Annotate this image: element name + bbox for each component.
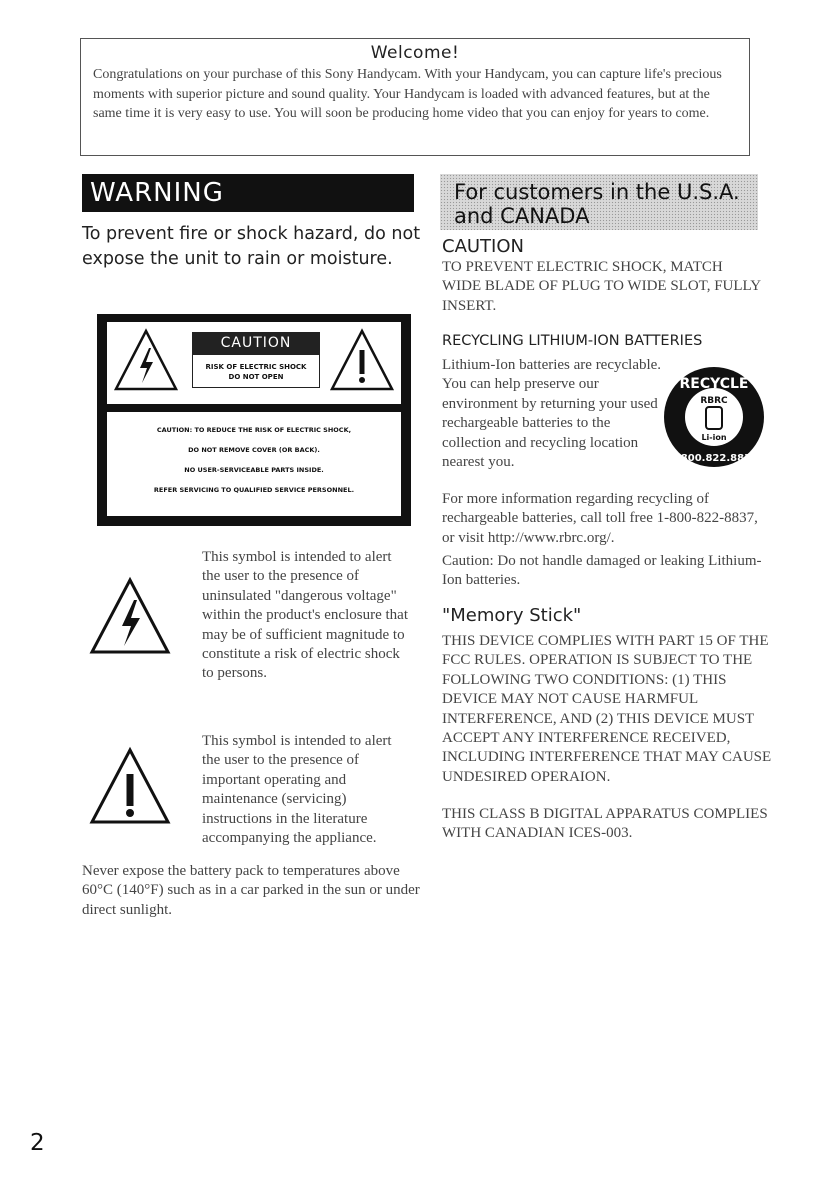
caution-box-line1: RISK OF ELECTRIC SHOCK [205,363,307,371]
exclamation-symbol-icon [88,746,172,826]
caution-text: TO PREVENT ELECTRIC SHOCK, MATCH WIDE BLADE OF PLUG TO WIDE SLOT, FULLY INSERT. [442,259,761,314]
caution-label-line1: CAUTION: TO REDUCE THE RISK OF ELECTRIC SHOCK, [156,426,352,434]
fcc-compliance-text: THIS DEVICE COMPLIES WITH PART 15 OF THE FCC RULES. OPERATION IS SUBJECT TO THE FOLLOWING TWO CONDITIONS: (1) THIS DEVICE MAY NOT CAUSE HARMFUL INTERFERENCE, AND (2) THIS DEVICE MUST ACCEPT ANY INTERFERENCE RECEIVED, INCLUDING INTERFERENCE THAT MAY CAUSE UNDESIRED OPERAION. [442,633,772,785]
welcome-box [80,38,750,156]
caution-box-line2: DO NOT OPEN [228,373,284,381]
battery-temperature-warning: Never expose the battery pack to temperatures above 60°C (140°F) such as in a car parked in the sun or under direct sunlight. [82,863,420,918]
ices-compliance-text: THIS CLASS B DIGITAL APPARATUS COMPLIES WITH CANADIAN ICES-003. [442,806,768,842]
voltage-symbol-description: This symbol is intended to alert the user to the presence of uninsulated "dangerous voltage" within the product's enclosure that may be of sufficient magnitude to constitute a risk of electric shock to persons. [202,549,408,682]
recycling-heading: RECYCLING LITHIUM-ION BATTERIES [442,333,703,349]
fire-warning-headline: To prevent fire or shock hazard, do not expose the unit to rain or moisture. [82,224,421,269]
seal-recycle-text: RECYCLE [679,376,749,392]
caution-label-title: CAUTION [192,332,320,354]
lightning-warning-icon [113,328,179,392]
seal-phone-text: 1.800.822.8837 [670,453,758,464]
page-number: 2 [30,1130,45,1156]
important-symbol-description: This symbol is intended to alert the user to the presence of important operating and maintenance (servicing) instructions in the literature accompanying the appliance. [202,733,392,847]
recycling-text: Lithium-Ion batteries are recyclable. You can help preserve our environment by returning your used rechargeable batteries to the collection and recycling location nearest you. [442,357,662,471]
caution-label-line2: DO NOT REMOVE COVER (OR BACK). [188,446,320,454]
caution-label-line3: NO USER-SERVICEABLE PARTS INSIDE. [184,466,324,474]
seal-liion-text: Li-ion [701,433,727,442]
memory-stick-heading: "Memory Stick" [442,605,582,626]
caution-label-graphic [97,314,411,526]
rbrc-recycle-seal-icon [662,365,766,469]
recycling-handling-caution: Caution: Do not handle damaged or leaking Lithium-Ion batteries. [442,553,762,589]
caution-label-line4: REFER SERVICING TO QUALIFIED SERVICE PERSONNEL. [153,486,355,494]
seal-rbrc-text: RBRC [700,396,728,406]
caution-heading: CAUTION [442,236,524,257]
customers-banner: For customers in the U.S.A. and CANADA [440,174,758,230]
welcome-title: Welcome! [370,43,460,63]
warning-banner: WARNING [82,174,414,212]
welcome-body: Congratulations on your purchase of this Sony Handycam. With your Handycam, you can capture life's precious moments with superior picture and sound quality. Your Handycam is loaded with advanced features, but at the same time it is very easy to use. You will soon be producing home video that you can enjoy for years to come. [93,67,722,121]
exclamation-warning-icon [329,328,395,392]
caution-label-box [192,354,320,388]
lightning-bolt-symbol-icon [88,576,172,656]
recycling-more-info: For more information regarding recycling of rechargeable batteries, call toll free 1-800-822-8837, or visit http://www.rbrc.org/. [442,491,758,546]
